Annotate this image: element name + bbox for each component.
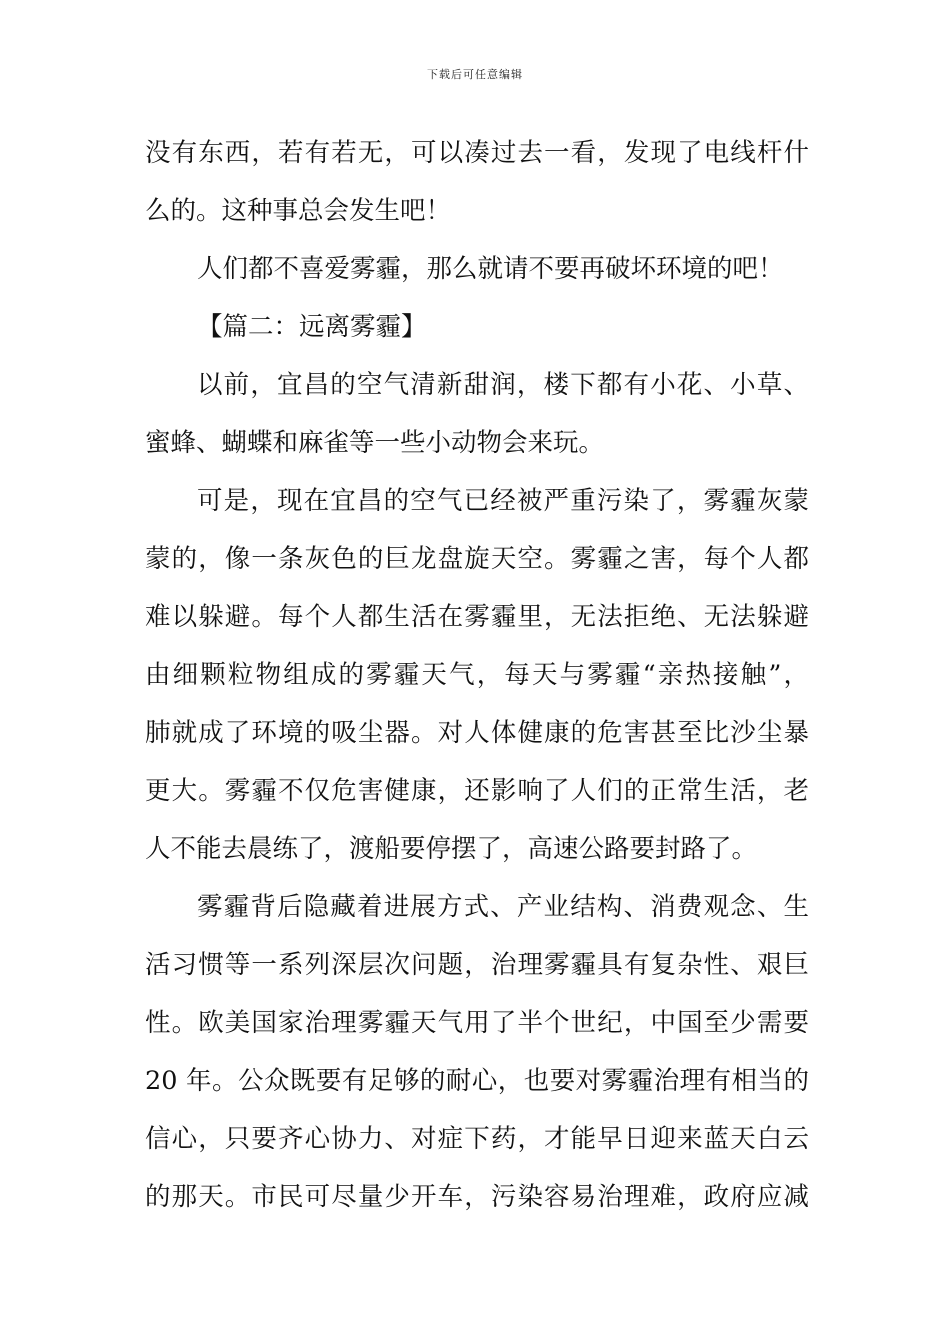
text-line: 的那天。市民可尽量少开车，污染容易治理难，政府应减 [145,1182,809,1212]
page-header: 下载后可任意编辑 [427,68,523,81]
text-line: 活习惯等一系列深层次问题，治理雾霾具有复杂性、艰巨 [145,950,809,980]
text-line: 蜜蜂、蝴蝶和麻雀等一些小动物会来玩。 [145,428,605,458]
text-line: 人们都不喜爱雾霾，那么就请不要再破坏环境的吧！ [197,254,784,284]
text-line: 更大。雾霾不仅危害健康，还影响了人们的正常生活，老 [145,776,809,806]
text-line: 由细颗粒物组成的雾霾天气，每天与雾霾“亲热接触”， [145,660,809,690]
text-line: 人不能去晨练了，渡船要停摆了，高速公路要封路了。 [145,834,758,864]
text-line: 没有东西，若有若无，可以凑过去一看，发现了电线杆什 [145,138,809,168]
text-line: 20 年。公众既要有足够的耐心，也要对雾霾治理有相当的 [145,1066,809,1096]
text-line: 以前，宜昌的空气清新甜润，楼下都有小花、小草、 [197,370,809,400]
text-line: 蒙的，像一条灰色的巨龙盘旋天空。雾霾之害，每个人都 [145,544,809,574]
text-line: 雾霾背后隐藏着进展方式、产业结构、消费观念、生 [197,892,809,922]
section-heading: 【篇二：远离雾霾】 [197,312,427,342]
text-line: 性。欧美国家治理雾霾天气用了半个世纪，中国至少需要 [145,1008,809,1038]
text-line: 难以躲避。每个人都生活在雾霾里，无法拒绝、无法躲避 [145,602,809,632]
text-line: 信心，只要齐心协力、对症下药，才能早日迎来蓝天白云 [145,1124,809,1154]
document-body [145,124,809,1226]
text-line: 可是，现在宜昌的空气已经被严重污染了，雾霾灰蒙 [197,486,809,516]
text-line: 肺就成了环境的吸尘器。对人体健康的危害甚至比沙尘暴 [145,718,809,748]
text-line: 么的。这种事总会发生吧！ [145,196,452,226]
